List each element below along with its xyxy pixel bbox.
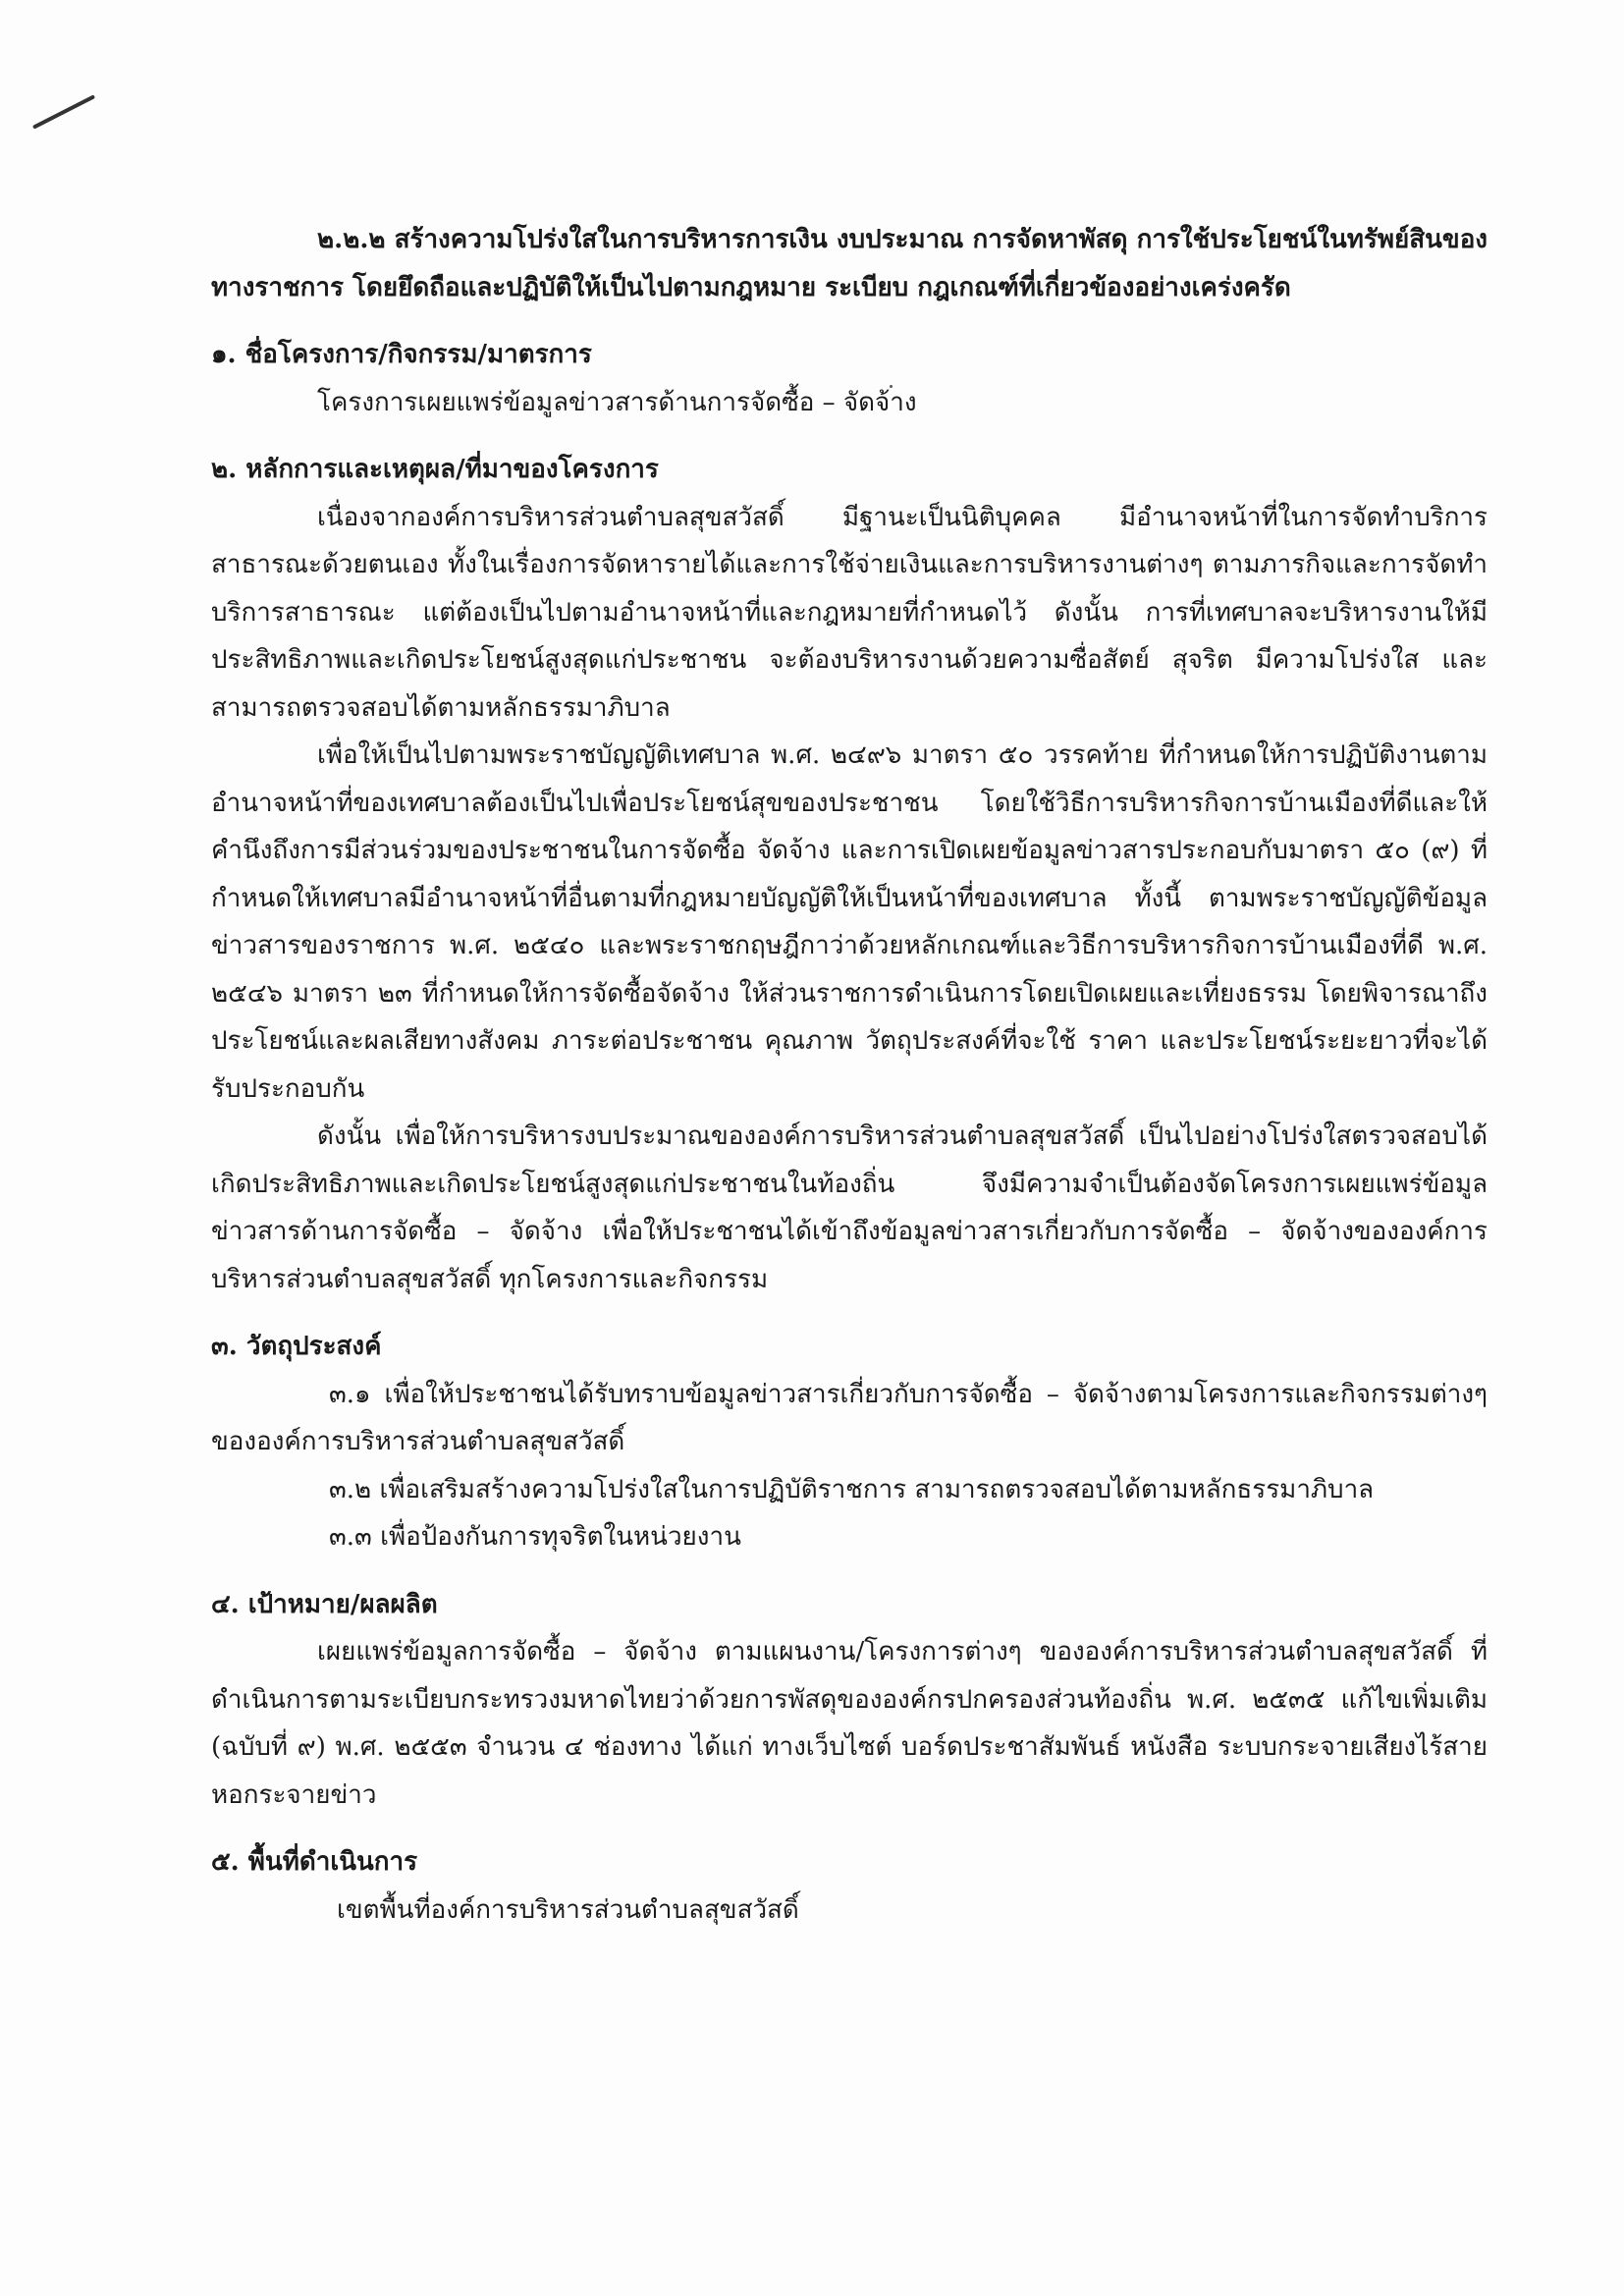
section-4-body: เผยแพร่ข้อมูลการจัดซื้อ – จัดจ้าง ตามแผนงาน/โครงการต่างๆ ขององค์การบริหารส่วนตำบลสุขสวัสดิ์ ที่ดำเนินการตามระเบียบกระทรวงมหาดไทยว่าด้วยการพัสดุขององค์กรปกครองส่วนท้องถิ่น พ.ศ. ๒๕๓๕ แก้ไขเพิ่มเติม (ฉบับที่ ๙) พ.ศ. ๒๕๕๓ จำนวน ๔ ช่องทาง ได้แก่ ทางเว็บไซต์ บอร์ดประชาสัมพันธ์ หนังสือ ระบบกระจายเสียงไร้สาย หอกระจายข่าว: [211, 1637, 1488, 1810]
section-3-heading: ๓. วัตถุประสงค์: [211, 1332, 382, 1361]
section-2-paragraph-1: เนื่องจากองค์การบริหารส่วนตำบลสุขสวัสดิ์ มีฐานะเป็นนิติบุคคล มีอำนาจหน้าที่ในการจัดทำบริการสาธารณะด้วยตนเอง ทั้งในเรื่องการจัดหารายได้และการใช้จ่ายเงินและการบริหารงานต่างๆ ตามภารกิจและการจัดทำบริการสาธารณะ แต่ต้องเป็นไปตามอำนาจหน้าที่และกฎหมายที่กำหนดไว้ ดังนั้น การที่เทศบาลจะบริหารงานให้มีประสิทธิภาพและเกิดประโยชน์สูงสุดแก่ประชาชน จะต้องบริหารงานด้วยความซื่อสัตย์ สุจริต มีความโปร่งใส และสามารถตรวจสอบได้ตามหลักธรรมาภิบาล: [211, 502, 1488, 723]
section-5-body: เขตพื้นที่องค์การบริหารส่วนตำบลสุขสวัสดิ์: [337, 1894, 799, 1925]
section-1-heading: ๑. ชื่อโครงการ/กิจกรรม/มาตรการ: [211, 340, 592, 369]
scan-mark: [32, 94, 95, 129]
objective-item: ๓.๒ เพื่อเสริมสร้างความโปร่งใสในการปฏิบัติราชการ สามารถตรวจสอบได้ตามหลักธรรมาภิบาล: [329, 1474, 1375, 1504]
section-5-heading: ๕. พื้นที่ดำเนินการ: [211, 1847, 418, 1877]
section-2-paragraph-3: ดังนั้น เพื่อให้การบริหารงบประมาณขององค์การบริหารส่วนตำบลสุขสวัสดิ์ เป็นไปอย่างโปร่งใสตรวจสอบได้ เกิดประสิทธิภาพและเกิดประโยชน์สูงสุดแก่ประชาชนในท้องถิ่น จึงมีความจำเป็นต้องจัดโครงการเผยแพร่ข้อมูลข่าวสารด้านการจัดซื้อ – จัดจ้าง เพื่อให้ประชาชนได้เข้าถึงข้อมูลข่าวสารเกี่ยวกับการจัดซื้อ – จัดจ้างขององค์การบริหารส่วนตำบลสุขสวัสดิ์ ทุกโครงการและกิจกรรม: [211, 1121, 1488, 1294]
section-4-heading: ๔. เป้าหมาย/ผลผลิต: [211, 1589, 438, 1619]
section-2-paragraph-2: เพื่อให้เป็นไปตามพระราชบัญญัติเทศบาล พ.ศ. ๒๔๙๖ มาตรา ๕๐ วรรคท้าย ที่กำหนดให้การปฏิบัติงานตามอำนาจหน้าที่ของเทศบาลต้องเป็นไปเพื่อประโยชน์สุขของประชาชน โดยใช้วิธีการบริหารกิจการบ้านเมืองที่ดีและให้คำนึงถึงการมีส่วนร่วมของประชาชนในการจัดซื้อ จัดจ้าง และการเปิดเผยข้อมูลข่าวสารประกอบกับมาตรา ๕๐ (๙) ที่กำหนดให้เทศบาลมีอำนาจหน้าที่อื่นตามที่กฎหมายบัญญัติให้เป็นหน้าที่ของเทศบาล ทั้งนี้ ตามพระราชบัญญัติข้อมูลข่าวสารของราชการ พ.ศ. ๒๕๔๐ และพระราชกฤษฎีกาว่าด้วยหลักเกณฑ์และวิธีการบริหารกิจการบ้านเมืองที่ดี พ.ศ. ๒๕๔๖ มาตรา ๒๓ ที่กำหนดให้การจัดซื้อจัดจ้าง ให้ส่วนราชการดำเนินการโดยเปิดเผยและเที่ยงธรรม โดยพิจารณาถึงประโยชน์และผลเสียทางสังคม ภาระต่อประชาชน คุณภาพ วัตถุประสงค์ที่จะใช้ ราคา และประโยชน์ระยะยาวที่จะได้รับประกอบกัน: [211, 740, 1488, 1104]
objective-item: ๓.๓ เพื่อป้องกันการทุจริตในหน่วยงาน: [329, 1522, 741, 1552]
document-body: [211, 216, 1488, 1934]
section-2-heading: ๒. หลักการและเหตุผล/ที่มาของโครงการ: [211, 455, 659, 484]
section-1-body: โครงการเผยแพร่ข้อมูลข่าวสารด้านการจัดซื้อ – จัดจ้าง: [317, 387, 917, 417]
intro-paragraph: ๒.๒.๒ สร้างความโปร่งใสในการบริหารการเงิน งบประมาณ การจัดหาพัสดุ การใช้ประโยชน์ในทรัพย์สินของทางราชการ โดยยึดถือและปฏิบัติให้เป็นไปตามกฎหมาย ระเบียบ กฎเกณฑ์ที่เกี่ยวข้องอย่างเคร่งครัด: [211, 225, 1488, 302]
objective-item: ๓.๑ เพื่อให้ประชาชนได้รับทราบข้อมูลข่าวสารเกี่ยวกับการจัดซื้อ – จัดจ้างตามโครงการและกิจกรรมต่างๆ ขององค์การบริหารส่วนตำบลสุขสวัสดิ์: [211, 1379, 1488, 1456]
